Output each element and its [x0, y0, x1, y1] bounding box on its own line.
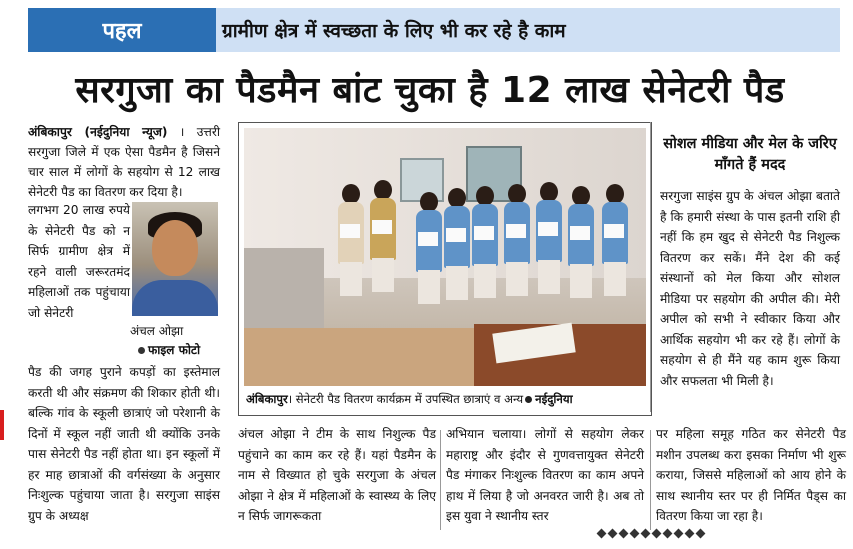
article-left-continued: पैड की जगह पुराने कपड़ों का इस्तेमाल करती थी और संक्रमण की शिकार होती थी। बल्कि गांव के स्कूली छात्राएं जो परेशानी के दिनों में स्कूल नहीं जाती थी क्योंकि उनके पास सेनेटरी पैड नहीं होता था। इन स्कूलों में हर माह छात्राओं की वर्गसंख्या के अनुसार निःशुल्क पहुंचाया जाता है। सरगुजा साइंस ग्रुप के अध्यक्ष	[28, 365, 220, 523]
column-divider	[650, 430, 651, 530]
sidebar-heading: सोशल मीडिया और मेल के जरिए माँगते हैं मदद	[663, 136, 837, 173]
article-intro: अंबिकापुर (नईदुनिया न्यूज) । उत्तरी सरगुजा जिले में एक ऐसा पैडमैन है जिसने चार साल में लोगों के सहयोग से 12 लाख सेनेटरी पैड का वितरण कर दिया है।	[28, 125, 220, 199]
photo-shelf	[244, 248, 324, 328]
sidebar-body: सरगुजा साइंस ग्रुप के अंचल ओझा बताते है कि हमारी संस्था के पास इतनी राशि ही नहीं कि हम खुद से सेनेटरी पैड निशुल्क वितरण कर सकें। मैंने देश की कई संस्थानों को मेल किया और सोशल मीडिया पर सहयोग की अपील की। मेरी अपील को सभी ने स्वीकार किया और आर्थिक सहयोग भी कर रहे हैं। लोगों के सहयोग से ही मैंने यह काम शुरू किया और सफलता भी मिली है।	[660, 189, 840, 388]
caption-place: अंबिकापुर	[246, 392, 288, 406]
bullet-icon	[525, 396, 532, 403]
headline: सरगुजा का पैडमैन बांट चुका है 12 लाख सेनेटरी पैड	[75, 69, 785, 111]
photo-caption	[246, 392, 648, 407]
end-ornament	[598, 530, 718, 544]
article-column-2: अंचल ओझा ने टीम के साथ निशुल्क पैड पहुंचाने का काम कर रहे हैं। यहां पैडमैन के नाम से विख्यात हो चुके सरगुजा के अंचल ओझा ने क्षेत्र में महिलाओं के स्वास्थ्य के लिए न सिर्फ जागरूकता	[238, 427, 436, 523]
portrait-shirt	[132, 280, 218, 316]
intro-text: उत्तरी सरगुजा जिले में एक ऐसा पैडमैन है जिसने चार साल में लोगों के सहयोग से 12 लाख सेनेटरी पैड का वितरण कर दिया है।	[28, 125, 220, 199]
portrait-name: अंचल ओझा	[130, 324, 184, 338]
portrait-credit-wrap	[138, 341, 228, 358]
article-narrow-text: लगभग 20 लाख रुपये के सेनेटरी पैड को न सिर्फ ग्रामीण क्षेत्र में रहने वाली जरूरतमंद महिलाओं तक पहुंचाया जो सेनेटरी	[28, 203, 130, 320]
column-divider	[440, 430, 441, 530]
portrait-photo	[132, 202, 218, 316]
portrait-face	[152, 220, 198, 276]
caption-credit: नईदुनिया	[535, 392, 573, 406]
article-column-4: पर महिला समूह गठित कर सेनेटरी पैड मशीन उपलब्ध करा इसका निर्माण भी शुरू कराया, जिससे महिलाओं को आय होने के साथ स्थानीय स्तर पर ही निर्मित पैड्स का वितरण किया जा रहा है।	[656, 427, 846, 523]
portrait-credit: फाइल फोटो	[148, 343, 201, 357]
section-tag: पहल	[28, 8, 216, 52]
article-column-3: अभियान चलाया। लोगों से सहयोग लेकर महाराष्ट्र और इंदौर से गुणवत्तायुक्त सेनेटरी पैड मंगाकर निःशुल्क वितरण का काम अपने हाथ में लिया है जो अनवरत जारी है। अब तो इस युवा ने स्थानीय स्तर	[446, 427, 644, 523]
bullet-icon	[138, 347, 145, 354]
kicker-text: ग्रामीण क्षेत्र में स्वच्छता के लिए भी कर रहे है काम	[222, 20, 566, 42]
page-edge-mark	[0, 410, 4, 440]
group-photo	[244, 128, 646, 386]
dateline: अंबिकापुर (नईदुनिया न्यूज)	[28, 125, 168, 139]
caption-text: । सेनेटरी पैड वितरण कार्यक्रम में उपस्थित छात्राएं व अन्य	[287, 392, 524, 406]
